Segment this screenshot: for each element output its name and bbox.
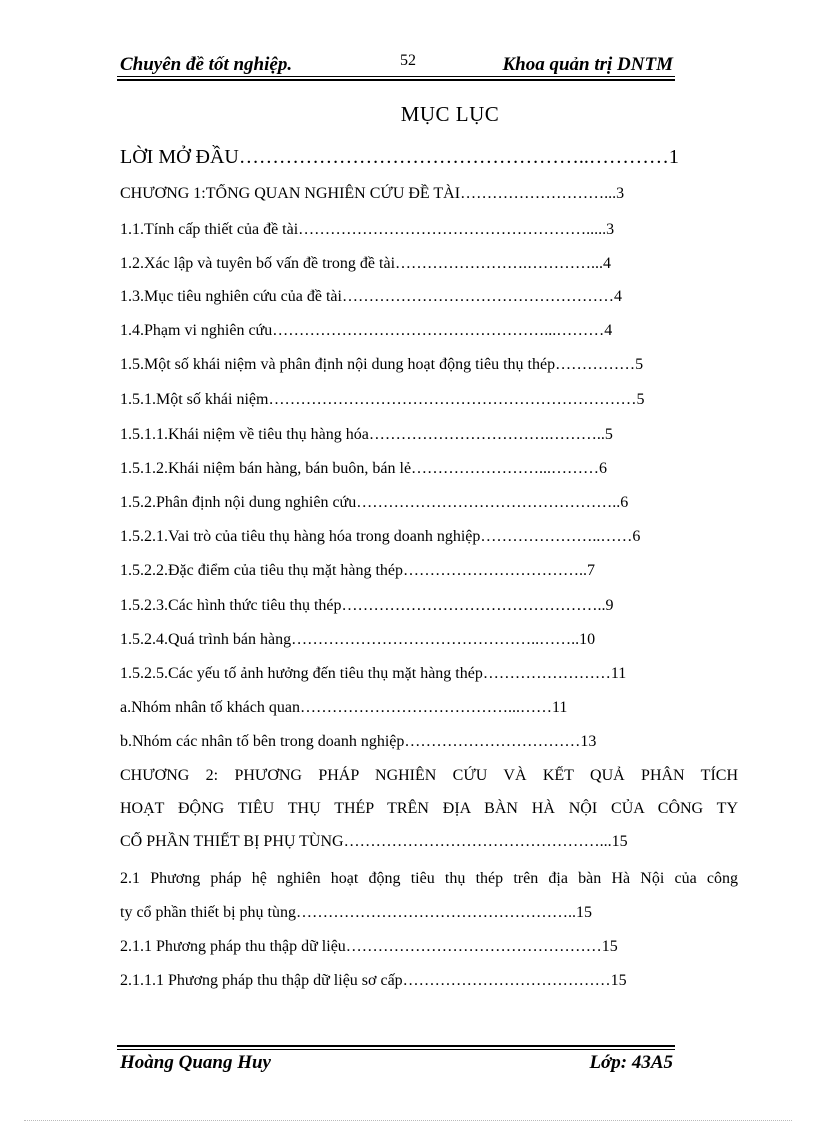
toc-entry: a.Nhóm nhân tố khách quan…………………………………...……11 — [120, 699, 568, 716]
page-footer — [120, 1052, 673, 1078]
footer-class: Lớp: 43A5 — [589, 1052, 673, 1073]
toc-entry: 1.5.1.1.Khái niệm về tiêu thụ hàng hóa…………………………….………..5 — [120, 426, 613, 443]
toc-entry: 1.5.2.Phân định nội dung nghiên cứu…………………………………………..6 — [120, 494, 629, 511]
header-document-type: Chuyên đề tốt nghiệp. — [120, 54, 293, 75]
toc-entry: 1.5.1.Một số khái niệm……………………………………………………………5 — [120, 391, 645, 408]
toc-entry: LỜI MỞ ĐẦU……………………………………………..…………1 — [120, 146, 679, 168]
toc-entry: 1.5.2.1.Vai trò của tiêu thụ hàng hóa trong doanh nghiệp…………………..……6 — [120, 528, 641, 545]
toc-entry: 1.5.2.4.Quá trình bán hàng………………………………………..……..10 — [120, 631, 596, 648]
toc-entry: 2.1.1.1 Phương pháp thu thập dữ liệu sơ cấp…………………………………15 — [120, 972, 627, 989]
toc-entry: 1.2.Xác lập và tuyên bố vấn đề trong đề tài…………………….…………...4 — [120, 255, 612, 272]
toc-entry: 1.5.2.5.Các yếu tố ảnh hưởng đến tiêu thụ mặt hàng thép……………………11 — [120, 665, 627, 682]
toc-entry: ty cổ phần thiết bị phụ tùng……………………………………………..15 — [120, 904, 592, 921]
toc-entry: 1.5.1.2.Khái niệm bán hàng, bán buôn, bán lẻ……………………...………6 — [120, 460, 608, 477]
toc-entry: HOẠT ĐỘNG TIÊU THỤ THÉP TRÊN ĐỊA BÀN HÀ NỘI CỦA CÔNG TY — [120, 800, 738, 817]
toc-entry: 1.1.Tính cấp thiết của đề tài……………………………………………….....3 — [120, 221, 615, 238]
toc-entry: b.Nhóm các nhân tố bên trong doanh nghiệp……………………………13 — [120, 733, 597, 750]
toc-entry: 2.1.1 Phương pháp thu thập dữ liệu…………………………………………15 — [120, 938, 618, 955]
header-faculty: Khoa quản trị DNTM — [502, 54, 673, 75]
page-header — [120, 50, 673, 78]
toc-entry: 1.3.Mục tiêu nghiên cứu của đề tài……………………………………………4 — [120, 288, 622, 305]
page-title: MỤC LỤC — [400, 102, 500, 126]
page-bottom-border — [24, 1120, 792, 1121]
toc-entry: 1.4.Phạm vi nghiên cứu……………………………………………...………4 — [120, 322, 613, 339]
toc-entry: CHƯƠNG 1:TỔNG QUAN NGHIÊN CỨU ĐỀ TÀI………………………...3 — [120, 185, 625, 202]
toc-entry: 1.5.2.2.Đặc điểm của tiêu thụ mặt hàng thép……………………………..7 — [120, 562, 596, 579]
page-number: 52 — [400, 52, 416, 69]
toc-entry: 2.1 Phương pháp hệ nghiên hoạt động tiêu thụ thép trên địa bàn Hà Nội của công — [120, 870, 738, 887]
toc-entry: 1.5.Một số khái niệm và phân định nội dung hoạt động tiêu thụ thép……………5 — [120, 356, 644, 373]
footer-divider — [117, 1045, 675, 1050]
toc-entry: CHƯƠNG 2: PHƯƠNG PHÁP NGHIÊN CỨU VÀ KẾT QUẢ PHÂN TÍCH — [120, 767, 738, 784]
toc-entry: CỔ PHẦN THIẾT BỊ PHỤ TÙNG…………………………………………...15 — [120, 833, 628, 850]
header-divider — [117, 76, 675, 81]
toc-entry: 1.5.2.3.Các hình thức tiêu thụ thép…………………………………………..9 — [120, 597, 614, 614]
footer-author: Hoàng Quang Huy — [120, 1052, 271, 1073]
